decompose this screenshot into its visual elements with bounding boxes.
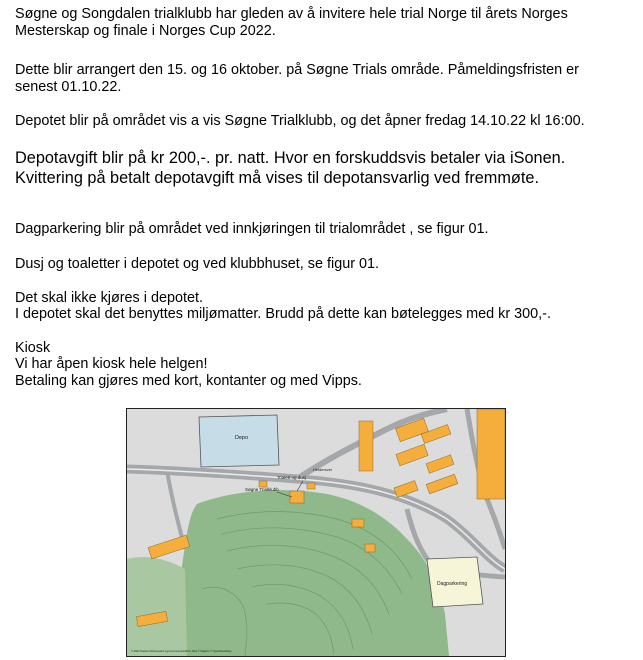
parking-info: Dagparkering blir på området ved innkjøringen til trialområdet , se figur 01. bbox=[15, 221, 489, 237]
building bbox=[359, 421, 373, 471]
rules-line-1: Det skal ikke kjøres i depotet. bbox=[15, 290, 203, 306]
forest-area-west bbox=[127, 557, 187, 656]
club-label: Søgne Trialklubb bbox=[245, 487, 279, 492]
building bbox=[365, 544, 375, 552]
rules-line-2: I depotet skal det benyttes miljømatter. Brudd på dette kan bøtelegges med kr 300,-. bbox=[15, 306, 551, 322]
figure-01-map bbox=[126, 408, 506, 657]
dates-line-2: senest 01.10.22. bbox=[15, 79, 122, 95]
intro-line-1: Søgne og Songdalen trialklubb har gleden av å invitere hele trial Norge til årets Norges bbox=[15, 6, 568, 22]
intro-line-2: Mesterskap og finale i Norges Cup 2022. bbox=[15, 23, 276, 39]
building bbox=[352, 519, 364, 527]
depot-info: Depotet blir på området vis a vis Søgne Trialklubb, og det åpner fredag 14.10.22 kl 16:00. bbox=[15, 113, 585, 129]
fee-line-2: Kvittering på betalt depotavgift må vises til depotansvarlig ved fremmøte. bbox=[15, 169, 539, 187]
road-label: Heldersvei bbox=[313, 467, 332, 472]
kiosk-heading: Kiosk bbox=[15, 340, 51, 356]
depot-area bbox=[199, 415, 279, 467]
depot-label: Depo bbox=[235, 435, 249, 441]
building bbox=[307, 483, 315, 489]
showers-info: Dusj og toaletter i depotet og ved klubbhuset, se figur 01. bbox=[15, 256, 379, 272]
map-canvas bbox=[127, 409, 505, 656]
building bbox=[477, 409, 505, 499]
building bbox=[290, 491, 304, 503]
kiosk-line-2: Vi har åpen kiosk hele helgen! bbox=[15, 356, 208, 372]
parking-label: Dagparkering bbox=[437, 581, 468, 587]
kiosk-line-3: Betaling kan gjøres med kort, kontanter og med Vipps. bbox=[15, 373, 362, 389]
toilet-label: Toalett og dusj bbox=[277, 475, 307, 480]
fee-line-1: Depotavgift blir på kr 200,-. pr. natt. Hvor en forskuddsvis betaler via iSonen. bbox=[15, 149, 566, 167]
dates-line-1: Dette blir arrangert den 15. og 16 oktober. på Søgne Trials område. Påmeldingsfristen er bbox=[15, 62, 579, 78]
map-attribution: © 2022 Norkart AS/Geovekst og kommunene/NASA, Meti © Mapbox © OpenStreetMap bbox=[131, 650, 232, 653]
